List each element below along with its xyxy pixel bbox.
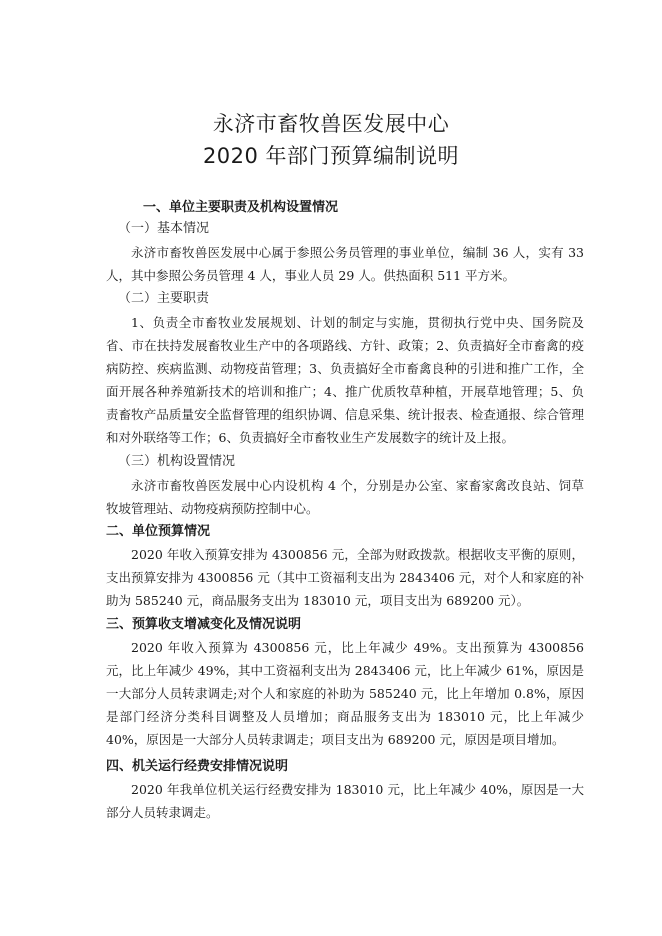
section3-change-text: 2020 年收入预算为 4300856 元，比上年减少 49%。支出预算为 4300856 元，比上年减少 49%，其中工资福利支出为 2843406 元，比上年减少 61%，原因是一大部分人员转隶调走;对个人和家庭的补助为 585240 元，比上年增加 0.8%，原因是部门经济分类科目调整及人员增加；商品服务支出为 183010 元，比上年减少 40%，原因是一大部分人员转隶调走；项目支出为 689200 元，原因是项目增加。: [106, 640, 584, 747]
section1-heading: 一、单位主要职责及机构设置情况: [143, 200, 339, 215]
section1-duties-text: 1、负责全市畜牧业发展规划、计划的制定与实施，贯彻执行党中央、国务院及省、市在扶持发展畜牧业生产中的各项路线、方针、政策；2、负责搞好全市畜禽的疫病防控、疾病监测、动物疫苗管理；3、负责搞好全市畜禽良种的引进和推广工作，全面开展各种养殖新技术的培训和推广；4、推广优质牧草种植，开展草地管理；5、负责畜牧产品质量安全监督管理的组织协调、信息采集、统计报表、检查通报、综合管理和对外联络等工作；6、负责搞好全市畜牧业生产发展数字的统计及上报。: [106, 315, 584, 445]
section2-budget-text: 2020 年收入预算安排为 4300856 元，全部为财政拨款。根据收支平衡的原则，支出预算安排为 4300856 元（其中工资福利支出为 2843406 元，对个人和家庭的补助为 585240 元，商品服务支出为 183010 元，项目支出为 689200 元）。: [106, 547, 584, 608]
section3-heading: 三、预算收支增减变化及情况说明: [106, 617, 302, 632]
document-title-line2: 2020 年部门预算编制说明: [202, 144, 460, 168]
section1-sub3-heading: （三）机构设置情况: [118, 454, 236, 469]
section1-basic-info-text: 永济市畜牧兽医发展中心属于参照公务员管理的事业单位，编制 36 人，实有 33 人，其中参照公务员管理 4 人，事业人员 29 人。供热面积 511 平方米。: [106, 245, 584, 283]
section2-heading: 二、单位预算情况: [106, 524, 211, 539]
section4-heading: 四、机关运行经费安排情况说明: [106, 759, 289, 774]
section1-sub2-heading: （二）主要职责: [118, 291, 210, 306]
document-title-line1: 永济市畜牧兽医发展中心: [212, 112, 450, 136]
section1-sub1-heading: （一）基本情况: [118, 221, 210, 236]
section1-organization-text: 永济市畜牧兽医发展中心内设机构 4 个，分别是办公室、家畜家禽改良站、饲草牧坡管理站、动物疫病预防控制中心。: [106, 478, 584, 516]
section4-operating-cost-text: 2020 年我单位机关运行经费安排为 183010 元，比上年减少 40%，原因是一大部分人员转隶调走。: [106, 782, 584, 820]
